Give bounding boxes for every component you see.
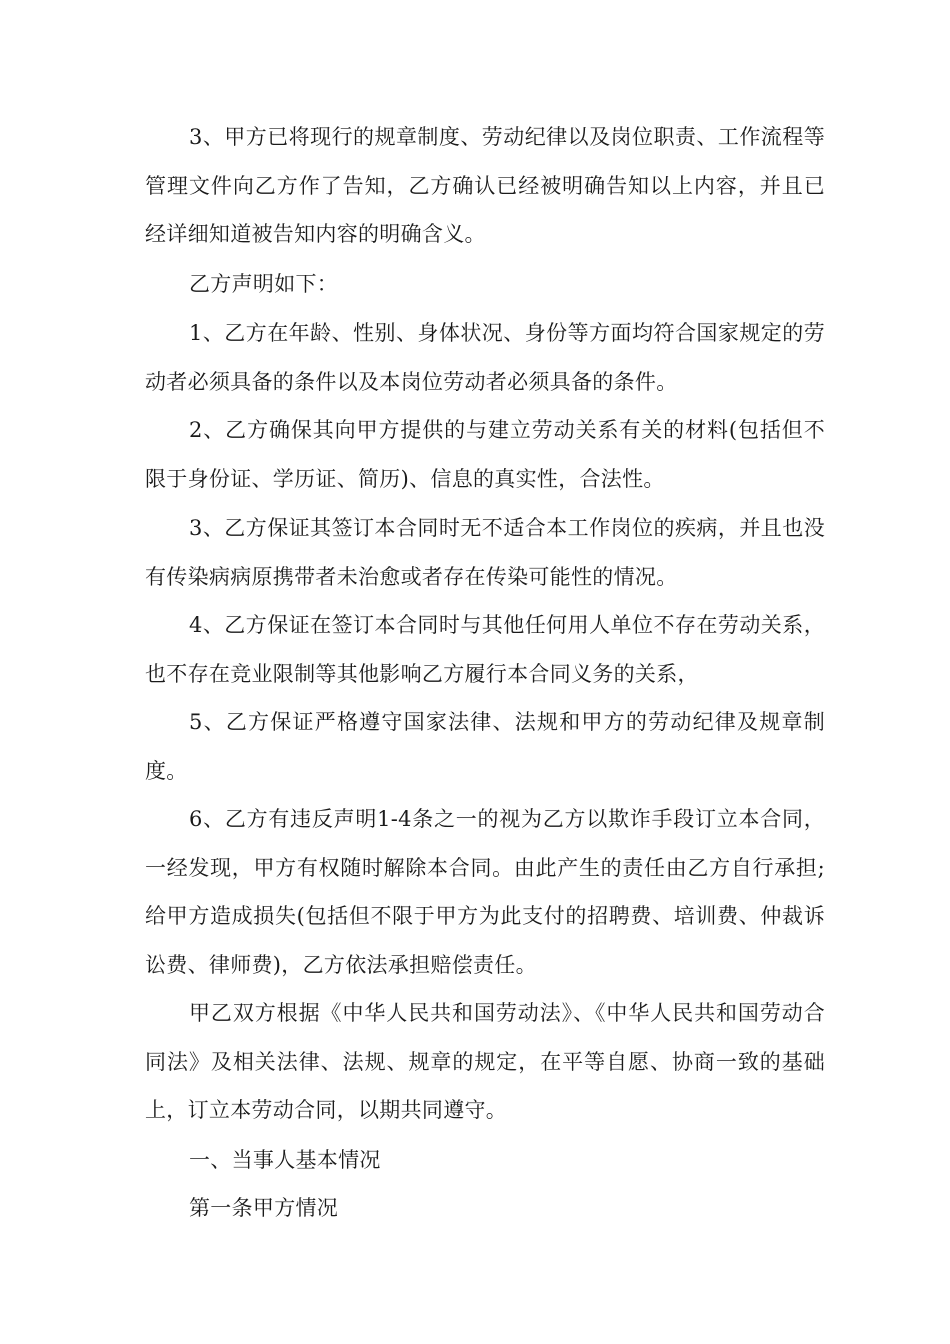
paragraph-declaration-6: 6、乙方有违反声明1-4条之一的视为乙方以欺诈手段订立本合同，一经发现，甲方有权随时解除本合同。由此产生的责任由乙方自行承担;给甲方造成损失(包括但不限于甲方为此支付的招聘费、培训费、仲裁诉讼费、律师费)，乙方依法承担赔偿责任。 xyxy=(145,807,825,977)
section-heading-basic-info: 一、当事人基本情况 xyxy=(189,1148,381,1172)
paragraph-contract-basis: 甲乙双方根据《中华人民共和国劳动法》、《中华人民共和国劳动合同法》及相关法律、法规、规章的规定，在平等自愿、协商一致的基础上，订立本劳动合同，以期共同遵守。 xyxy=(145,1001,825,1123)
paragraph-declaration-3: 3、乙方保证其签订本合同时无不适合本工作岗位的疾病，并且也没有传染病病原携带者未治愈或者存在传染可能性的情况。 xyxy=(145,516,825,589)
paragraph-declaration-2: 2、乙方确保其向甲方提供的与建立劳动关系有关的材料(包括但不限于身份证、学历证、简历)、信息的真实性，合法性。 xyxy=(145,418,825,491)
paragraph-declaration-5: 5、乙方保证严格遵守国家法律、法规和甲方的劳动纪律及规章制度。 xyxy=(145,710,825,783)
article-heading-party-a: 第一条甲方情况 xyxy=(189,1196,339,1220)
paragraph-notice-clause-3: 3、甲方已将现行的规章制度、劳动纪律以及岗位职责、工作流程等管理文件向乙方作了告知，乙方确认已经被明确告知以上内容，并且已经详细知道被告知内容的明确含义。 xyxy=(145,125,825,247)
paragraph-declaration-1: 1、乙方在年龄、性别、身体状况、身份等方面均符合国家规定的劳动者必须具备的条件以及本岗位劳动者必须具备的条件。 xyxy=(145,321,825,394)
paragraph-declaration-4: 4、乙方保证在签订本合同时与其他任何用人单位不存在劳动关系，也不存在竞业限制等其他影响乙方履行本合同义务的关系， xyxy=(145,613,825,686)
paragraph-party-b-declaration-heading: 乙方声明如下： xyxy=(189,272,339,296)
